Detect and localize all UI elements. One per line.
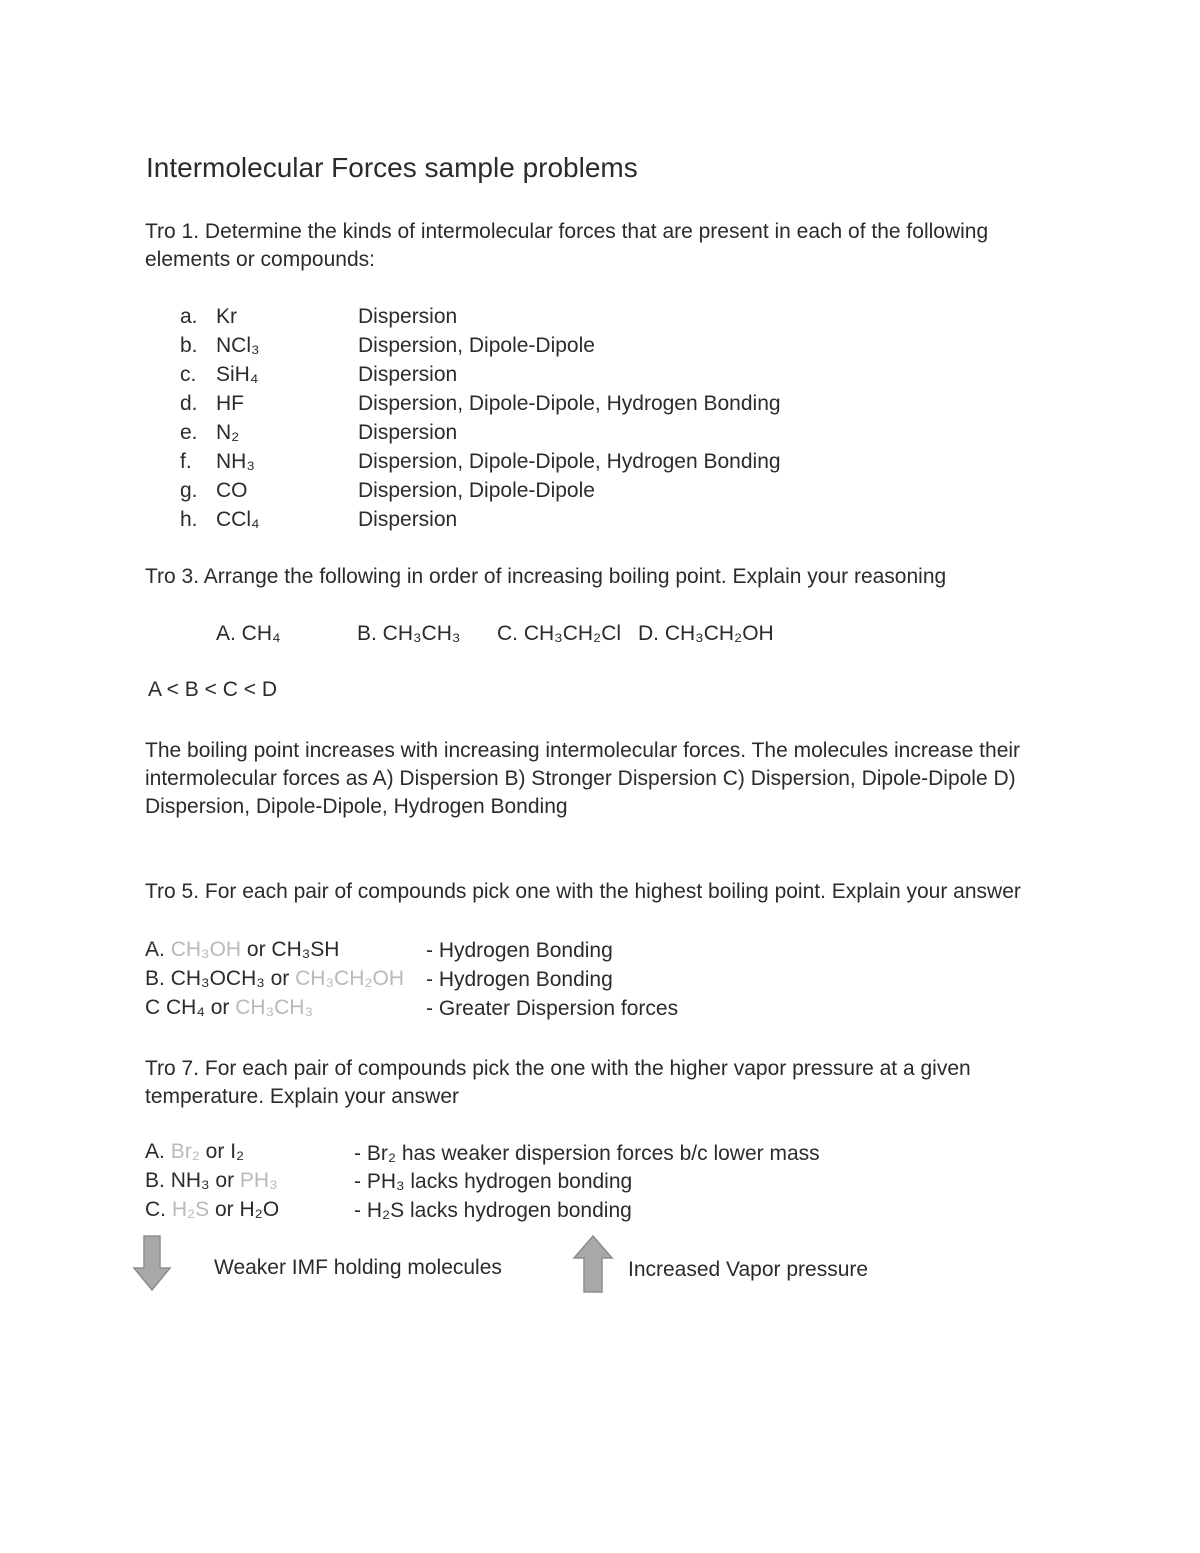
tro5-answer-c: - Greater Dispersion forces	[426, 997, 679, 1020]
pair-second: I₂	[230, 1140, 245, 1163]
list-item-compound: NCl₃	[216, 334, 260, 357]
list-item-letter: h.	[180, 508, 198, 531]
list-item-answer: Dispersion, Dipole-Dipole, Hydrogen Bonding	[358, 392, 781, 415]
pair-second: PH₃	[239, 1169, 278, 1192]
list-item-letter: e.	[180, 421, 198, 444]
pair-second: CH₃CH₂OH	[295, 967, 405, 990]
list-item-answer: Dispersion, Dipole-Dipole, Hydrogen Bonding	[358, 450, 781, 473]
tro3-option-c: C. CH₃CH₂Cl	[497, 622, 622, 645]
list-item-letter: g.	[180, 479, 198, 502]
list-item-compound: HF	[216, 392, 244, 415]
list-item-answer: Dispersion, Dipole-Dipole	[358, 479, 595, 502]
pair-prefix: C	[145, 996, 166, 1019]
list-item-compound: CCl₄	[216, 508, 260, 531]
list-item-compound: N₂	[216, 421, 240, 444]
tro7-answer-c: - H₂S lacks hydrogen bonding	[354, 1199, 632, 1222]
list-item-answer: Dispersion	[358, 363, 458, 386]
tro1-prompt: Tro 1. Determine the kinds of intermolecular forces that are present in each of the following elements or compounds:	[145, 220, 989, 271]
list-item-letter: a.	[180, 305, 198, 328]
list-item-answer: Dispersion	[358, 508, 458, 531]
pair-or: or	[209, 1198, 240, 1221]
tro7-answer-a: - Br₂ has weaker dispersion forces b/c lower mass	[354, 1142, 820, 1165]
pair-prefix: C.	[145, 1198, 172, 1221]
tro3-order: A < B < C < D	[148, 678, 277, 701]
pair-first: H₂S	[171, 1198, 210, 1221]
list-item-compound: NH₃	[216, 450, 255, 473]
pair-second: CH₃SH	[271, 938, 340, 961]
tro5-pair-b	[145, 968, 404, 989]
list-item-letter: b.	[180, 334, 198, 357]
tro3-option-d: D. CH₃CH₂OH	[638, 622, 774, 645]
tro3-option-b: B. CH₃CH₃	[357, 622, 461, 645]
tro7-pair-b	[145, 1170, 278, 1191]
list-item-answer: Dispersion, Dipole-Dipole	[358, 334, 595, 357]
tro3-explanation: The boiling point increases with increasing intermolecular forces. The molecules increase their intermolecular forces as A) Dispersion B) Stronger Dispersion C) Dispersion, Dipole-Dipole D) Dispersion, Dipole-Dipole, Hydrogen Bonding	[145, 739, 1021, 818]
tro3-option-a: A. CH₄	[216, 622, 281, 645]
list-item-compound: CO	[216, 479, 248, 502]
down-arrow-label: Weaker IMF holding molecules	[214, 1256, 502, 1279]
tro7-pair-a	[145, 1141, 244, 1162]
pair-or: or	[264, 967, 296, 990]
list-item-compound: SiH₄	[216, 363, 259, 386]
list-item-compound: Kr	[216, 305, 237, 328]
pair-or: or	[204, 996, 236, 1019]
tro7-answer-b: - PH₃ lacks hydrogen bonding	[354, 1170, 633, 1193]
pair-first: CH₄	[166, 996, 205, 1019]
pair-or: or	[241, 938, 272, 961]
pair-prefix: B.	[145, 1169, 171, 1192]
tro5-answer-b: - Hydrogen Bonding	[426, 968, 613, 991]
pair-prefix: B.	[145, 967, 171, 990]
tro3-prompt: Tro 3. Arrange the following in order of increasing boiling point. Explain your reasoning	[145, 565, 947, 588]
tro5-pair-a	[145, 939, 339, 960]
list-item-letter: c.	[180, 363, 197, 386]
tro5-pair-c	[145, 997, 313, 1018]
pair-second: H₂O	[239, 1198, 280, 1221]
list-item-letter: d.	[180, 392, 198, 415]
up-arrow-icon	[572, 1234, 614, 1294]
tro5-answer-a: - Hydrogen Bonding	[426, 939, 613, 962]
tro7-pair-c	[145, 1199, 279, 1220]
pair-first: CH₃OH	[170, 938, 242, 961]
pair-prefix: A.	[145, 938, 171, 961]
tro7-prompt: Tro 7. For each pair of compounds pick the one with the higher vapor pressure at a given temperature. Explain your answer	[145, 1057, 971, 1108]
list-item-answer: Dispersion	[358, 305, 458, 328]
page-title: Intermolecular Forces sample problems	[146, 152, 638, 183]
pair-first: Br₂	[170, 1140, 200, 1163]
up-arrow-label: Increased Vapor pressure	[628, 1258, 869, 1281]
pair-prefix: A.	[145, 1140, 171, 1163]
pair-or: or	[199, 1140, 231, 1163]
pair-or: or	[209, 1169, 240, 1192]
down-arrow-icon	[132, 1234, 172, 1292]
list-item-letter: f.	[180, 450, 192, 473]
list-item-answer: Dispersion	[358, 421, 458, 444]
pair-first: NH₃	[170, 1169, 210, 1192]
pair-first: CH₃OCH₃	[170, 967, 265, 990]
tro5-prompt: Tro 5. For each pair of compounds pick one with the highest boiling point. Explain your answer	[145, 880, 1021, 903]
pair-second: CH₃CH₃	[235, 996, 314, 1019]
